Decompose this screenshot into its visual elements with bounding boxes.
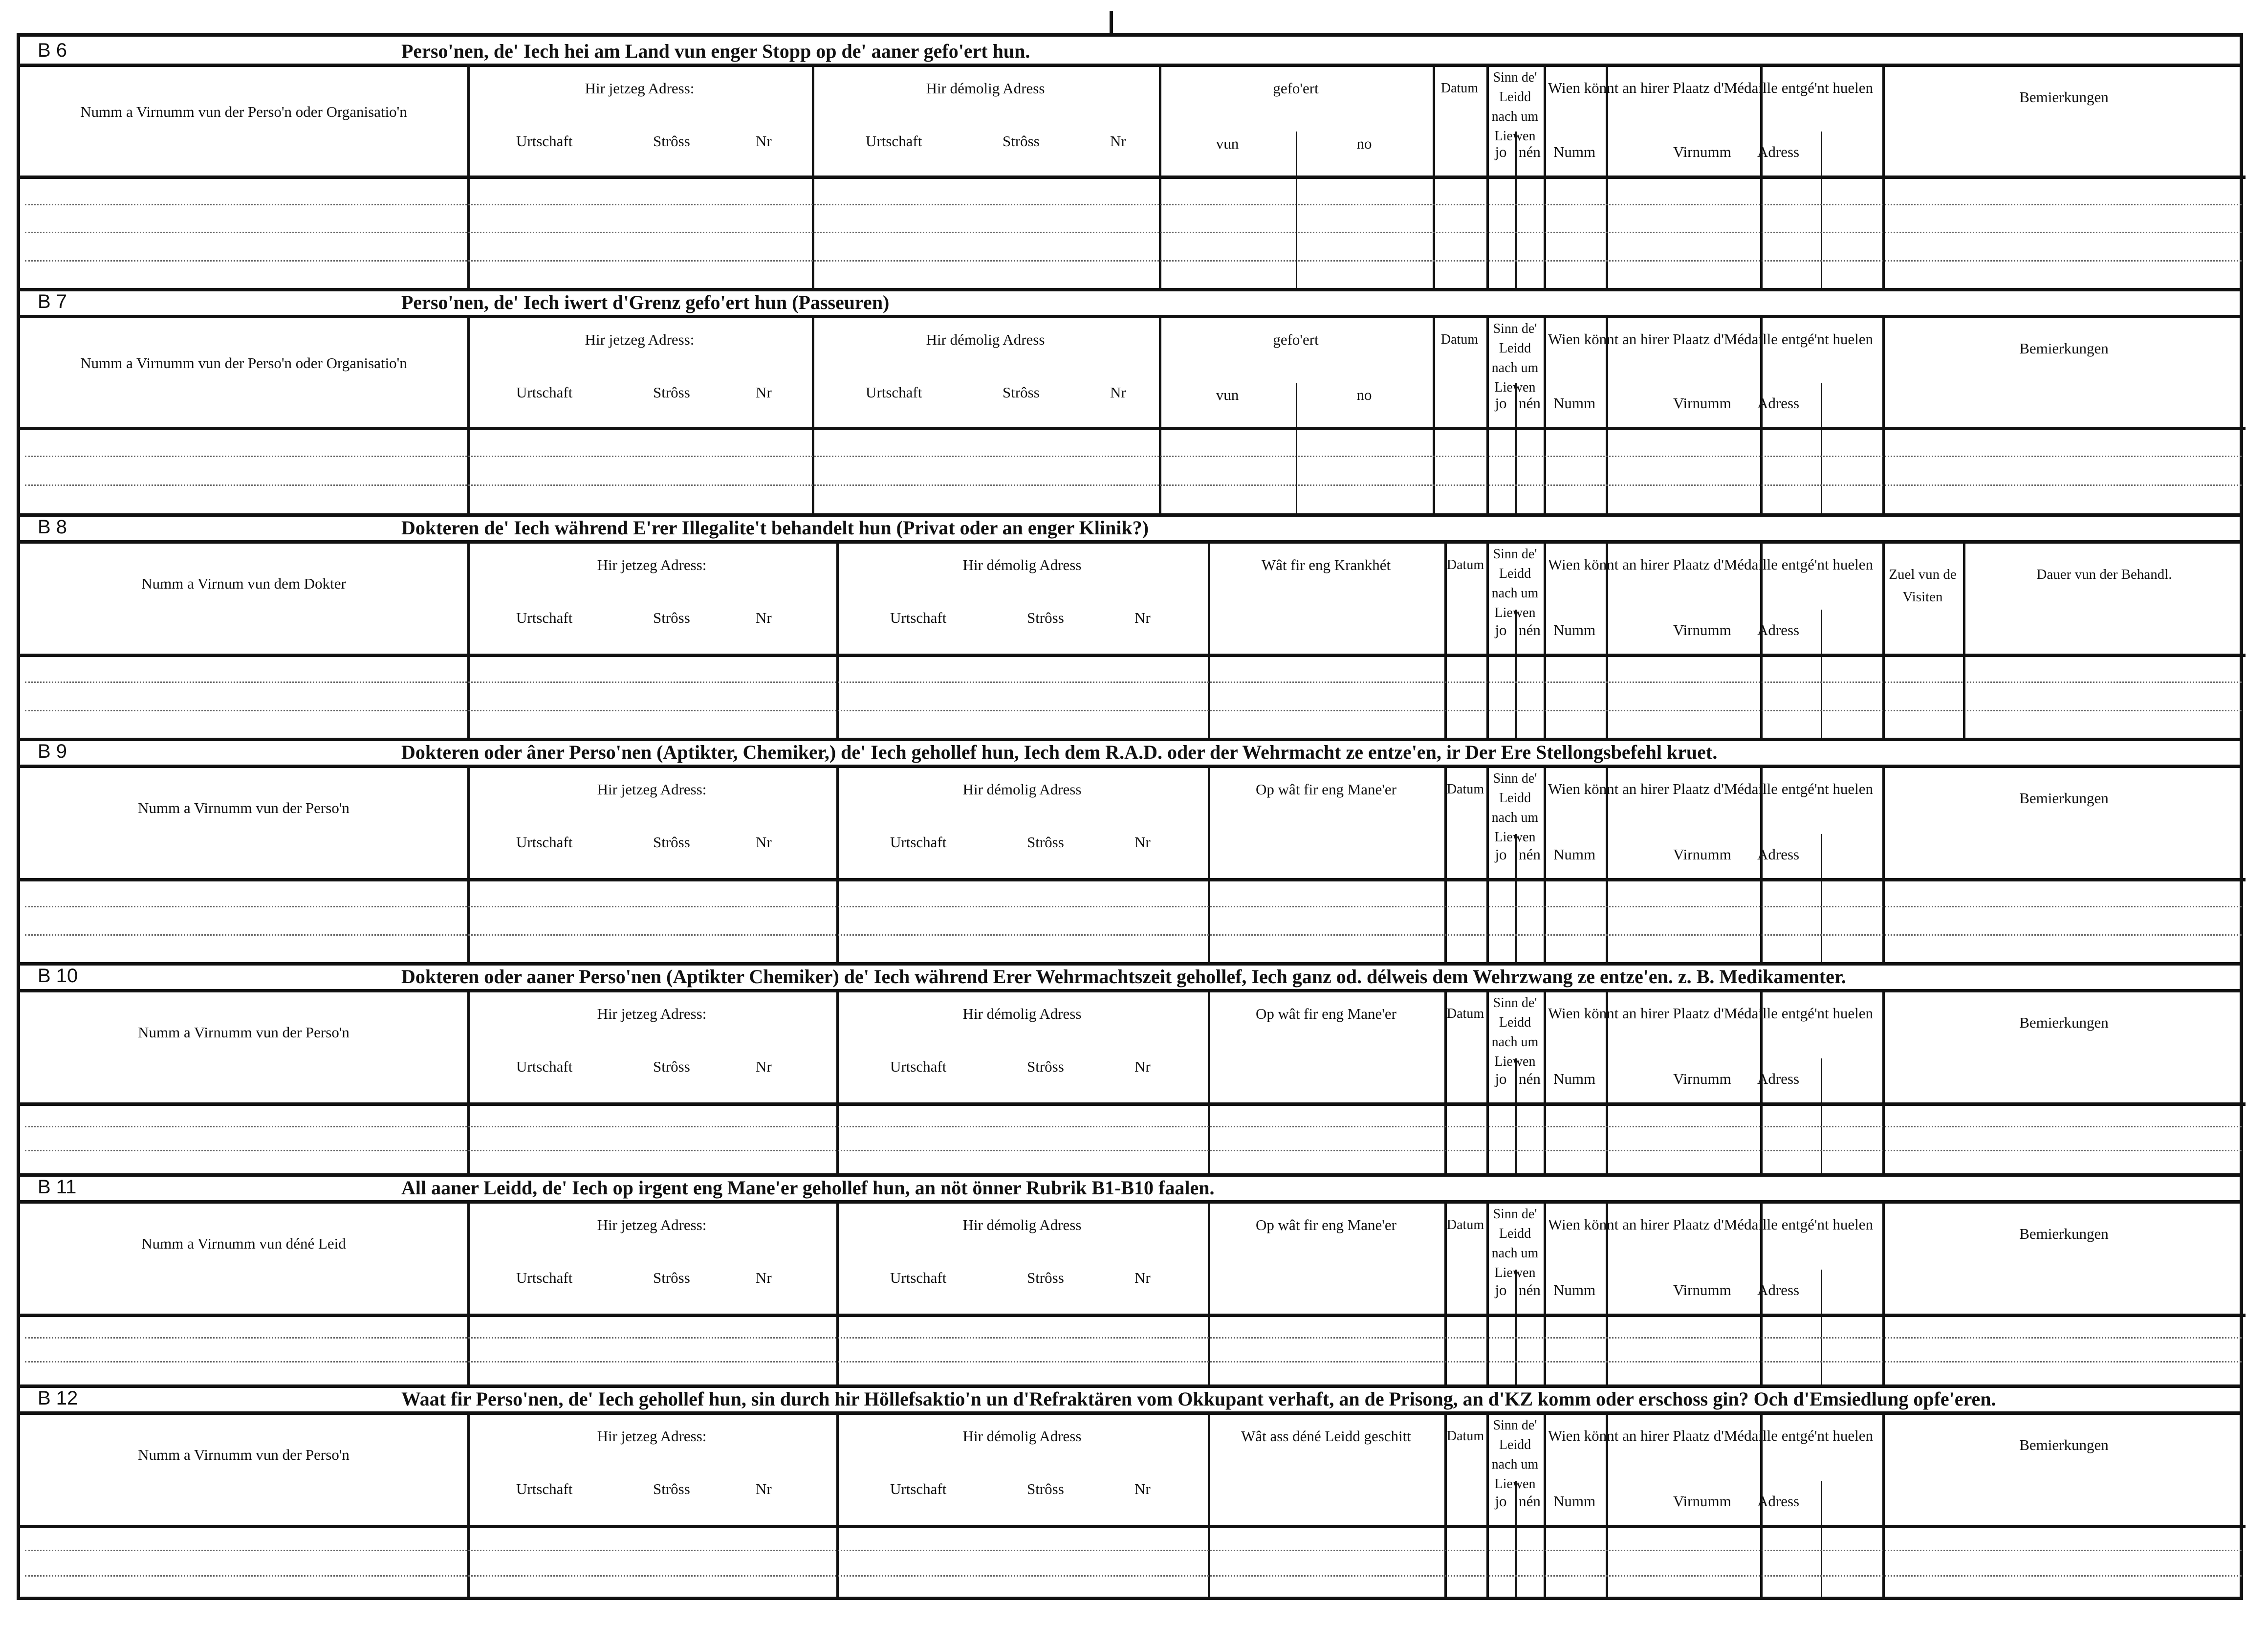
label-vun: vun <box>1216 386 1239 403</box>
label-stross: Strôss <box>653 834 690 851</box>
label-virnumm: Virnumm <box>1673 395 1731 412</box>
section-header <box>20 962 2240 992</box>
section-title: Perso'nen, de' Iech iwert d'Grenz gefo'ert hun (Passeuren) <box>401 291 890 313</box>
label-numm: Numm <box>1553 1281 1596 1298</box>
column-label-sinn: Sinn de' Leidd nach um Liewen <box>1491 1418 1539 1492</box>
label-nen: nén <box>1519 1070 1541 1087</box>
section-header <box>20 288 2240 318</box>
column-label-medaille: Wien könnt an hirer Plaatz d'Médaille entgé'nt huelen <box>1548 330 1873 348</box>
section-title: Dokteren oder âner Perso'nen (Aptikter, Chemiker,) de' Iech gehollef hun, Iech dem R.A.D. oder der Wehrmacht ze entze'en, ir Der Ere Stellongsbefehl kruet. <box>401 741 1718 763</box>
entry-line <box>25 260 2242 262</box>
label-nr: Nr <box>756 1058 772 1075</box>
column-label-datum: Datum <box>1446 782 1484 797</box>
column-label-former-address: Hir démolig Adress <box>926 80 1045 97</box>
label-nr: Nr <box>1134 1269 1151 1286</box>
label-jo: jo <box>1495 621 1507 638</box>
label-stross: Strôss <box>1003 132 1040 150</box>
column-label-datum: Datum <box>1446 1217 1484 1232</box>
column-label-detail: Wât fir eng Krankhét <box>1261 556 1391 573</box>
header-rule <box>20 1525 2246 1528</box>
label-stross: Strôss <box>653 1480 690 1497</box>
column-label-sinn: Sinn de' Leidd nach um Liewen <box>1491 547 1539 620</box>
column-label-bemierkungen: Bemierkungen <box>2019 1225 2109 1242</box>
entry-line <box>25 204 2242 205</box>
column-label-dauer: Dauer vun der Behandl. <box>2036 567 2172 582</box>
label-stross: Strôss <box>1027 1269 1064 1286</box>
column-label-current-address: Hir jetzeg Adress: <box>585 331 695 348</box>
label-virnumm: Virnumm <box>1673 143 1731 160</box>
label-nen: nén <box>1519 621 1541 638</box>
label-stross: Strôss <box>653 132 690 150</box>
label-stross: Strôss <box>1003 384 1040 401</box>
section-code: B 6 <box>38 40 67 61</box>
header-rule <box>20 878 2246 881</box>
column-label-medaille: Wien könnt an hirer Plaatz d'Médaille entgé'nt huelen <box>1548 556 1873 573</box>
column-label-former-address: Hir démolig Adress <box>962 1216 1082 1233</box>
column-label-former-address: Hir démolig Adress <box>962 1428 1082 1445</box>
column-label-name: Numm a Virnumm vun der Perso'n <box>138 799 349 816</box>
column-label-bemierkungen: Bemierkungen <box>2019 790 2109 807</box>
entry-line <box>25 681 2242 683</box>
label-virnumm: Virnumm <box>1673 621 1731 638</box>
label-urtschaft: Urtschaft <box>516 1480 573 1497</box>
label-adress: Adress <box>1757 846 1800 863</box>
column-label-name: Numm a Virnumm vun der Perso'n oder Organisatio'n <box>80 103 407 120</box>
label-virnumm: Virnumm <box>1673 846 1731 863</box>
section-header <box>20 513 2240 544</box>
label-adress: Adress <box>1757 1070 1800 1087</box>
column-label-datum: Datum <box>1446 557 1484 572</box>
column-divider <box>1208 544 1210 738</box>
column-label-former-address: Hir démolig Adress <box>962 556 1082 573</box>
label-nr: Nr <box>1134 1480 1151 1497</box>
column-label-gefoert: gefo'ert <box>1273 331 1319 348</box>
section-title: Perso'nen, de' Iech hei am Land vun enger Stopp op de' aaner gefo'ert hun. <box>401 40 1030 62</box>
label-stross: Strôss <box>653 384 690 401</box>
column-label-bemierkungen: Bemierkungen <box>2019 1436 2109 1453</box>
column-label-medaille: Wien könnt an hirer Plaatz d'Médaille entgé'nt huelen <box>1548 780 1873 797</box>
header-rule <box>20 654 2246 657</box>
label-urtschaft: Urtschaft <box>516 609 573 626</box>
label-nr: Nr <box>1110 384 1126 401</box>
label-numm: Numm <box>1553 1070 1596 1087</box>
entry-line <box>25 456 2242 457</box>
entry-line <box>25 1575 2242 1577</box>
medaille-subdivider <box>1821 834 1822 962</box>
medaille-subdivider <box>1821 1481 1822 1600</box>
label-nr: Nr <box>756 1269 772 1286</box>
label-nr: Nr <box>1134 609 1151 626</box>
label-jo: jo <box>1495 846 1507 863</box>
label-stross: Strôss <box>1027 609 1064 626</box>
label-numm: Numm <box>1553 395 1596 412</box>
entry-line <box>25 934 2242 936</box>
label-jo: jo <box>1495 1070 1507 1087</box>
column-label-current-address: Hir jetzeg Adress: <box>597 1216 707 1233</box>
label-numm: Numm <box>1553 846 1596 863</box>
label-virnumm: Virnumm <box>1673 1070 1731 1087</box>
label-nr: Nr <box>756 1480 772 1497</box>
label-adress: Adress <box>1757 395 1800 412</box>
section-code: B 9 <box>38 741 67 762</box>
label-stross: Strôss <box>653 609 690 626</box>
label-urtschaft: Urtschaft <box>866 132 922 150</box>
column-label-sinn: Sinn de' Leidd nach um Liewen <box>1491 1207 1539 1280</box>
entry-line <box>25 710 2242 711</box>
entry-line <box>25 1550 2242 1551</box>
label-stross: Strôss <box>653 1058 690 1075</box>
entry-line <box>25 906 2242 907</box>
column-label-bemierkungen: Bemierkungen <box>2019 88 2109 106</box>
section-title: Waat fir Perso'nen, de' Iech gehollef hun, sin durch hir Höllefsaktio'n un d'Refraktären vom Okkupant verhaft, an de Prisong, an d'KZ komm oder erschoss gin? Och d'Emsiedlung opfe'eren. <box>401 1388 1996 1410</box>
label-nr: Nr <box>756 609 772 626</box>
section-b8 <box>20 513 2240 738</box>
label-urtschaft: Urtschaft <box>516 1269 573 1286</box>
label-urtschaft: Urtschaft <box>866 384 922 401</box>
label-urtschaft: Urtschaft <box>890 1058 947 1075</box>
section-title: Dokteren oder aaner Perso'nen (Aptikter Chemiker) de' Iech während Erer Wehrmachtszeit gehollef, Iech ganz od. délweis dem Wehrzwang ze entze'en. z. B. Medikamenter. <box>401 966 1846 988</box>
column-label-former-address: Hir démolig Adress <box>962 781 1082 798</box>
column-label-datum: Datum <box>1440 81 1479 96</box>
label-stross: Strôss <box>1027 1058 1064 1075</box>
label-jo: jo <box>1495 395 1507 412</box>
column-label-zuel: Zuel vun de Visiten <box>1889 567 1957 605</box>
top-register-mark <box>1110 11 1113 35</box>
column-label-medaille: Wien könnt an hirer Plaatz d'Médaille entgé'nt huelen <box>1548 1005 1873 1022</box>
label-no: no <box>1356 386 1372 403</box>
section-code: B 11 <box>38 1176 77 1198</box>
label-nen: nén <box>1519 1281 1541 1298</box>
label-virnumm: Virnumm <box>1673 1493 1731 1510</box>
column-label-sinn: Sinn de' Leidd nach um Liewen <box>1491 70 1539 144</box>
column-divider <box>1208 992 1210 1173</box>
label-stross: Strôss <box>1027 834 1064 851</box>
label-stross: Strôss <box>653 1269 690 1286</box>
entry-line <box>25 232 2242 233</box>
section-code: B 12 <box>38 1387 78 1409</box>
header-rule <box>20 176 2246 179</box>
column-label-detail: Op wât fir eng Mane'er <box>1256 781 1396 798</box>
column-label-current-address: Hir jetzeg Adress: <box>597 1005 707 1022</box>
column-divider <box>1208 1415 1210 1600</box>
medaille-subdivider <box>1821 1058 1822 1173</box>
label-numm: Numm <box>1553 1493 1596 1510</box>
header-rule <box>20 1102 2246 1106</box>
label-adress: Adress <box>1757 143 1800 160</box>
column-label-former-address: Hir démolig Adress <box>962 1005 1082 1022</box>
column-label-sinn: Sinn de' Leidd nach um Liewen <box>1491 771 1539 845</box>
column-label-medaille: Wien könnt an hirer Plaatz d'Médaille entgé'nt huelen <box>1548 1427 1873 1444</box>
section-b12 <box>20 1384 2240 1600</box>
medaille-subdivider <box>1821 1270 1822 1384</box>
column-label-current-address: Hir jetzeg Adress: <box>597 556 707 573</box>
column-label-medaille: Wien könnt an hirer Plaatz d'Médaille entgé'nt huelen <box>1548 79 1873 96</box>
label-urtschaft: Urtschaft <box>890 1269 947 1286</box>
medaille-subdivider <box>1821 610 1822 738</box>
column-label-datum: Datum <box>1440 332 1479 347</box>
column-label-detail: Op wât fir eng Mane'er <box>1256 1005 1396 1022</box>
label-urtschaft: Urtschaft <box>890 1480 947 1497</box>
label-urtschaft: Urtschaft <box>516 834 573 851</box>
section-code: B 10 <box>38 965 78 987</box>
form-sheet <box>17 33 2243 1600</box>
entry-line <box>25 1361 2242 1362</box>
label-virnumm: Virnumm <box>1673 1281 1731 1298</box>
column-label-gefoert: gefo'ert <box>1273 80 1319 97</box>
label-urtschaft: Urtschaft <box>516 132 573 150</box>
section-b9 <box>20 738 2240 962</box>
label-urtschaft: Urtschaft <box>516 1058 573 1075</box>
entry-line <box>25 484 2242 486</box>
section-code: B 7 <box>38 291 67 312</box>
section-title: Dokteren de' Iech während E'rer Illegalite't behandelt hun (Privat oder an enger Klinik?) <box>401 517 1149 539</box>
column-label-bemierkungen: Bemierkungen <box>2019 1014 2109 1031</box>
label-nr: Nr <box>1110 132 1126 150</box>
medaille-subdivider <box>1821 132 1822 288</box>
section-header <box>20 1173 2240 1204</box>
section-header <box>20 738 2240 768</box>
column-label-name: Numm a Virnumm vun der Perso'n <box>138 1446 349 1463</box>
medaille-subdivider <box>1821 383 1822 513</box>
header-rule <box>20 427 2246 430</box>
entry-line <box>25 1337 2242 1339</box>
column-label-datum: Datum <box>1446 1006 1484 1021</box>
column-label-bemierkungen: Bemierkungen <box>2019 340 2109 357</box>
header-rule <box>20 1314 2246 1317</box>
column-label-sinn: Sinn de' Leidd nach um Liewen <box>1491 321 1539 395</box>
section-b7 <box>20 288 2240 513</box>
section-b6 <box>20 37 2240 288</box>
section-b10 <box>20 962 2240 1173</box>
label-urtschaft: Urtschaft <box>890 609 947 626</box>
section-header <box>20 37 2240 67</box>
label-nr: Nr <box>1134 834 1151 851</box>
column-label-sinn: Sinn de' Leidd nach um Liewen <box>1491 995 1539 1069</box>
column-label-current-address: Hir jetzeg Adress: <box>585 80 695 97</box>
section-b11 <box>20 1173 2240 1384</box>
column-label-name: Numm a Virnumm vun der Perso'n <box>138 1024 349 1041</box>
label-nen: nén <box>1519 1493 1541 1510</box>
label-numm: Numm <box>1553 621 1596 638</box>
label-nr: Nr <box>756 132 772 150</box>
label-nen: nén <box>1519 846 1541 863</box>
label-nr: Nr <box>756 834 772 851</box>
label-nen: nén <box>1519 143 1541 160</box>
column-label-former-address: Hir démolig Adress <box>926 331 1045 348</box>
column-label-name: Numm a Virnumm vun der Perso'n oder Organisatio'n <box>80 354 407 372</box>
column-label-current-address: Hir jetzeg Adress: <box>597 781 707 798</box>
section-header <box>20 1384 2240 1415</box>
label-no: no <box>1356 135 1372 152</box>
vun-no-divider <box>1296 132 1297 288</box>
label-nen: nén <box>1519 395 1541 412</box>
column-label-name: Numm a Virnumm vun déné Leid <box>141 1235 346 1252</box>
label-jo: jo <box>1495 1493 1507 1510</box>
column-label-current-address: Hir jetzeg Adress: <box>597 1428 707 1445</box>
label-jo: jo <box>1495 1281 1507 1298</box>
entry-line <box>25 1126 2242 1127</box>
label-adress: Adress <box>1757 621 1800 638</box>
label-adress: Adress <box>1757 1493 1800 1510</box>
column-label-name: Numm a Virnum vun dem Dokter <box>141 575 346 592</box>
entry-line <box>25 1150 2242 1151</box>
label-adress: Adress <box>1757 1281 1800 1298</box>
label-urtschaft: Urtschaft <box>890 834 947 851</box>
label-numm: Numm <box>1553 143 1596 160</box>
column-label-datum: Datum <box>1446 1428 1484 1444</box>
label-jo: jo <box>1495 143 1507 160</box>
column-label-medaille: Wien könnt an hirer Plaatz d'Médaille entgé'nt huelen <box>1548 1216 1873 1233</box>
column-divider <box>1208 1204 1210 1384</box>
label-urtschaft: Urtschaft <box>516 384 573 401</box>
section-title: All aaner Leidd, de' Iech op irgent eng Mane'er gehollef hun, an nöt önner Rubrik B1-B10 faalen. <box>401 1177 1215 1199</box>
label-stross: Strôss <box>1027 1480 1064 1497</box>
label-nr: Nr <box>1134 1058 1151 1075</box>
column-label-detail: Op wât fir eng Mane'er <box>1256 1216 1396 1233</box>
column-label-detail: Wât ass déné Leidd geschitt <box>1241 1428 1411 1445</box>
label-nr: Nr <box>756 384 772 401</box>
column-divider <box>1208 768 1210 962</box>
section-code: B 8 <box>38 516 67 538</box>
label-vun: vun <box>1216 135 1239 152</box>
